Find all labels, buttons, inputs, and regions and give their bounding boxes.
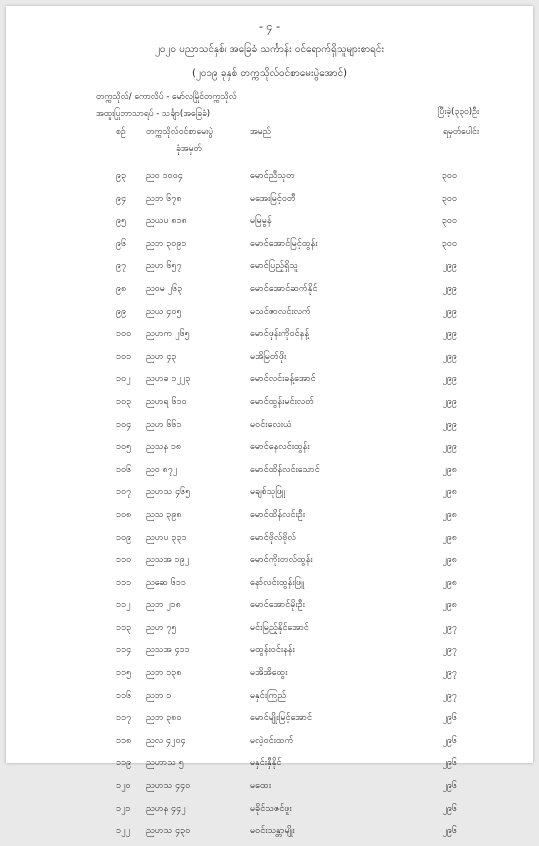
header-name: အမည်: [250, 127, 271, 137]
row-name: နော်လင်းထွန်းဖြူ: [250, 577, 304, 588]
row-roll: ညသ ၃၉၈: [146, 509, 182, 520]
row-number: ၁၂၀: [116, 781, 131, 792]
row-roll: ညဘ ၃၀၉၁: [146, 238, 187, 249]
row-name: မောင်ထိန်လင်းသောင်: [250, 464, 320, 475]
row-name: မောင်ထွန်းမင်းလတ်: [250, 396, 314, 407]
page-number: - ၄ -: [258, 20, 281, 33]
row-name: မအေးမြင့်ဝတီ: [250, 193, 296, 204]
table-row: [6, 507, 533, 530]
row-number: ၉၉: [116, 306, 127, 317]
table-row: [6, 530, 533, 553]
row-number: ၁၀၉: [116, 532, 132, 543]
row-number: ၉၆: [116, 238, 127, 249]
row-name: မောင်အောင်မြင့်ထွန်း: [250, 238, 318, 249]
row-number: ၉၄: [116, 193, 127, 204]
table-row: [6, 597, 533, 620]
row-name: မောင်ပြည့်ရှိသူ: [250, 261, 298, 272]
row-name: မအိအိထွေး: [250, 668, 288, 679]
header-amount-line2: ရမှတ်ပေါင်း: [443, 127, 479, 137]
subject-line: အထူးပြုဘာသာရပ် - သင်္ချာ(အခြေခံ): [96, 109, 211, 119]
row-roll: ညဘ ၃၈၀: [146, 713, 182, 724]
row-amount: ၃၀၀: [441, 238, 457, 249]
row-amount: ၂၉၉: [442, 351, 457, 362]
row-name: မအိမြတ်ဖိုး: [250, 351, 287, 362]
table-row: [6, 439, 533, 462]
table-row: [6, 462, 533, 485]
row-name: မနှင်းကြည်: [250, 690, 287, 701]
row-amount: ၂၉၆: [442, 826, 457, 837]
row-amount: ၂၉၆: [442, 735, 457, 746]
row-roll: ညဟ ၆၅၇: [146, 261, 182, 272]
table-row: [6, 417, 533, 440]
row-number: ၁၁၃: [116, 622, 132, 633]
row-amount: ၂၉၈: [442, 532, 457, 543]
row-number: ၁၁၈: [116, 735, 132, 746]
row-number: ၁၀၅: [116, 442, 132, 453]
row-name: မောင်လင်းခန့်အောင်: [250, 374, 316, 385]
table-row: [6, 710, 533, 733]
header-amount-line1: ပြီးခဲ့(၃၃၀)ဦး: [437, 107, 479, 117]
row-roll: ညဆေ ၆၁၁: [146, 577, 186, 588]
document-page: [6, 6, 533, 837]
row-amount: ၂၉၇: [442, 690, 457, 701]
row-number: ၁၀၀: [116, 329, 132, 340]
document-subtitle: (၂၀၁၉ ခုနှစ် တက္ကသိုလ်ဝင်စာမေးပွဲအောင်): [191, 68, 348, 79]
table-row: [6, 304, 533, 327]
row-number: ၁၁၀: [116, 555, 132, 566]
table-row: [6, 755, 533, 778]
row-roll: ညဟ ၄၃: [146, 351, 177, 362]
row-number: ၁၀၇: [116, 487, 132, 498]
row-name: မင်းမြည့်နိုင်အောင်: [250, 622, 309, 633]
row-roll: ညဘ ၁: [146, 690, 172, 701]
document-title: ၂၀၂၀ ပညာသင်နှစ်၊ အခြေခံ သင်္ကာန်း ဝင်ရောက်ရှိသူများစာရင်း: [154, 44, 385, 55]
row-roll: ညသန ၁၈: [146, 442, 182, 453]
row-roll: ညဟသ ၄၄၀: [146, 781, 191, 792]
row-number: ၁၁၇: [116, 713, 132, 724]
row-name: မောင်ဗိုလ်ဗိုလ်: [250, 532, 296, 543]
row-amount: ၂၉၉: [442, 374, 457, 385]
row-number: ၁၁၁: [116, 577, 132, 588]
table-row: [6, 349, 533, 372]
row-name: မသင်ဇာလင်းလက်: [250, 306, 311, 317]
row-number: ၁၁၄: [116, 645, 132, 656]
row-number: ၁၀၁: [116, 351, 132, 362]
row-amount: ၂၉၉: [442, 283, 457, 294]
row-roll: ညဘ ၂၁၈: [146, 600, 181, 611]
row-amount: ၂၉၈: [442, 509, 457, 520]
row-amount: ၂၉၆: [442, 781, 457, 792]
table-row: [6, 394, 533, 417]
table-row: [6, 168, 533, 191]
header-roll-line2: ခုံအမှတ်: [176, 144, 202, 154]
row-number: ၉၅: [116, 216, 127, 227]
row-name: မထေး: [250, 781, 272, 792]
row-number: ၁၁၂: [116, 600, 131, 611]
table-row: [6, 213, 533, 236]
row-roll: ညဟန ၄၄၂: [146, 803, 186, 814]
table-row: [6, 665, 533, 688]
row-name: မောင်ကိုးတလ်ထွန်း: [250, 555, 313, 566]
row-name: မောင်အောင်ဆက်နိုင်: [250, 283, 318, 294]
row-amount: ၂၉၉: [442, 261, 457, 272]
row-roll: ညသအ ၁၉၂: [146, 555, 190, 566]
row-amount: ၂၉၆: [442, 758, 457, 769]
table-row: [6, 191, 533, 214]
row-amount: ၂၉၈: [442, 577, 457, 588]
row-number: ၉၇: [116, 261, 127, 272]
row-name: မဝင်းသန္တာမျိုး: [250, 826, 295, 837]
row-name: မလဲ့ဝင်းထက်: [250, 735, 294, 746]
table-row: [6, 823, 533, 846]
row-roll: ညလ ၄၂၀၄: [146, 735, 186, 746]
table-row: [6, 575, 533, 598]
row-number: ၉၈: [116, 283, 127, 294]
row-number: ၁၁၉: [116, 758, 132, 769]
row-number: ၁၁၅: [116, 668, 132, 679]
row-name: မနှင်းနှီနိုင်: [250, 758, 282, 769]
row-name: မချစ်သုဖြူ: [250, 487, 285, 498]
row-number: ၁၀၆: [116, 464, 132, 475]
row-amount: ၂၉၆: [442, 803, 457, 814]
row-number: ၁၁၆: [116, 690, 132, 701]
table-row: [6, 801, 533, 824]
row-roll: ညဝမ ၂၆၃: [146, 283, 183, 294]
row-number: ၁၂၁: [116, 803, 131, 814]
row-roll: ညဟပ ၃၃၁: [146, 532, 187, 543]
row-number: ၉၃: [116, 171, 127, 181]
row-roll: ညဟခ ၁၂၂၃: [146, 374, 191, 385]
row-roll: ညဟက ၂၆၅: [146, 329, 190, 340]
row-name: မခိုင်သဇင်ဖူး: [250, 803, 292, 814]
row-number: ၁၀၃: [116, 396, 132, 407]
table-row: [6, 620, 533, 643]
row-name: မောင်အောင်မိုးဦး: [250, 600, 305, 611]
table-row: [6, 281, 533, 304]
row-amount: ၂၉၉: [442, 329, 457, 340]
row-roll: ညယ ၄၀၅: [146, 306, 182, 317]
row-amount: ၂၉၉: [442, 396, 457, 407]
row-number: ၁၀၂: [116, 374, 131, 385]
row-name: မောင်ဖုန်းကိုဝင်နန့်: [250, 329, 309, 340]
table-row: [6, 552, 533, 575]
row-amount: ၂၉၈: [442, 464, 457, 475]
row-roll: ညဟသ ၄၆၅: [146, 487, 191, 498]
row-roll: ညဘ ၁၃၈: [146, 668, 182, 679]
header-number: စဉ်: [116, 127, 126, 137]
row-amount: ၂၉၇: [442, 668, 457, 679]
row-amount: ၂၉၇: [442, 622, 457, 633]
university-line: တက္ကသိုလ်/ ကောလိပ် - မော်လမြိုင်တက္ကသိုလ်: [96, 92, 237, 102]
header-roll: တက္ကသိုလ်ဝင်စာမေးပွဲ: [146, 127, 214, 137]
table-row: [6, 371, 533, 394]
row-amount: ၂၉၈: [442, 555, 457, 566]
row-number: ၁၀၈: [116, 509, 132, 520]
row-roll: ညသအ ၄၁၁: [146, 645, 190, 656]
row-name: မဝင်းလေးယံ: [250, 419, 292, 430]
table-row: [6, 688, 533, 711]
row-number: ၁၀၄: [116, 419, 132, 430]
row-name: မောင်မျိုးမြင့်အောင်: [250, 713, 312, 724]
row-name: မောင်ထိန်လင်းဦး: [250, 509, 306, 520]
table-row: [6, 236, 533, 259]
row-roll: ညဟာသ ၅: [146, 758, 184, 769]
row-roll: ညဝ ၁၀၀၄: [146, 171, 183, 181]
table-row: [6, 642, 533, 665]
row-amount: ၂၉၉: [442, 442, 457, 453]
row-roll: ညဟသ ၄၃၀: [146, 826, 191, 837]
row-name: မမြမွန်: [250, 216, 272, 227]
row-name: မောင်ညီသုတ: [250, 171, 295, 181]
results-table: [6, 168, 533, 846]
row-amount: ၂၉၈: [442, 600, 457, 611]
row-amount: ၃၀၀: [441, 193, 457, 204]
table-row: [6, 484, 533, 507]
table-row: [6, 258, 533, 281]
row-name: မောင်နေလင်းထွန်း: [250, 442, 310, 453]
row-amount: ၃၀၀: [441, 171, 457, 181]
row-roll: ညဟ ၇၅: [146, 622, 177, 633]
row-roll: ညဝ ၈၇၂: [146, 464, 178, 475]
row-amount: ၂၉၉: [442, 306, 457, 317]
row-amount: ၂၉၉: [442, 419, 457, 430]
row-roll: ညဟ ၆၆၁: [146, 419, 182, 430]
row-amount: ၂၉၇: [442, 645, 457, 656]
row-name: မထွန်းဝင်းနန်း: [250, 645, 295, 656]
row-roll: ညယပ ၈၁၈: [146, 216, 187, 227]
row-roll: ညဘ ၆၇၈: [146, 193, 182, 204]
table-row: [6, 733, 533, 756]
row-roll: ညဟရ ၆၁၀: [146, 396, 187, 407]
row-number: ၁၂၂: [116, 826, 130, 837]
row-amount: ၃၀၀: [441, 216, 457, 227]
table-row: [6, 778, 533, 801]
row-amount: ၂၉၈: [442, 487, 457, 498]
row-amount: ၂၉၆: [442, 713, 457, 724]
table-row: [6, 326, 533, 349]
